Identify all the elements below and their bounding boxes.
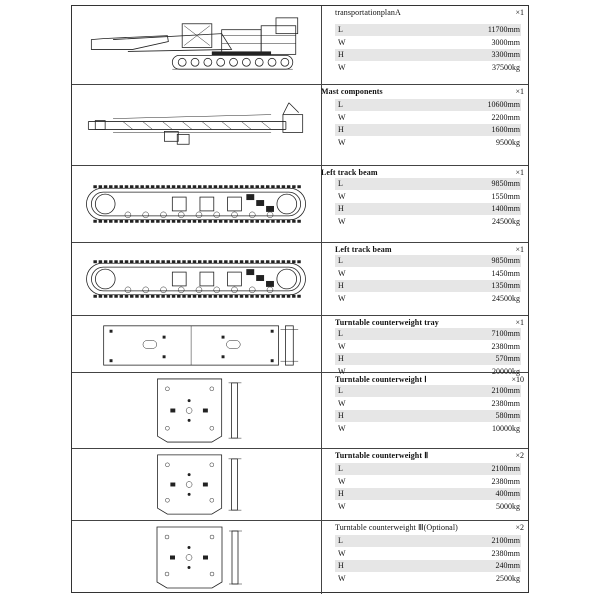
dimension-row (335, 397, 521, 410)
dimension-row (335, 280, 521, 293)
dimension-row (335, 24, 521, 36)
component-title: Left track beam (335, 245, 392, 254)
dimension-row (335, 488, 521, 501)
dimension-value: 9500kg (379, 136, 521, 149)
dimension-value: 2380mm (379, 397, 521, 410)
dimension-row (335, 36, 521, 49)
component-title: Turntable counterweight Ⅰ (335, 375, 427, 384)
component-quantity: ×2 (515, 523, 524, 532)
dimension-label: W (335, 215, 379, 228)
component-title: Mast components (321, 87, 383, 96)
dimension-table (335, 535, 521, 585)
dimension-value: 2380mm (379, 547, 521, 560)
dimension-label: H (335, 280, 379, 293)
dimension-value: 2380mm (379, 340, 521, 353)
component-quantity: ×1 (515, 8, 524, 17)
component-specs (323, 243, 528, 315)
dimension-label: L (335, 255, 379, 267)
dimension-value: 2100mm (379, 463, 521, 475)
dimension-label: L (335, 535, 379, 547)
component-row (72, 373, 528, 449)
component-sheet (71, 5, 529, 593)
dimension-value: 9850mm (379, 255, 521, 267)
dimension-row (335, 353, 521, 366)
component-drawing (72, 316, 322, 372)
dimension-value: 10000kg (379, 422, 521, 435)
dimension-label: H (335, 410, 379, 423)
dimension-row (335, 255, 521, 267)
counterweight-block-drawing (158, 379, 242, 442)
component-specs (323, 85, 528, 165)
dimension-label: W (335, 572, 379, 585)
component-specs (323, 449, 528, 520)
dimension-label: W (335, 267, 379, 280)
dimension-value: 1350mm (379, 280, 521, 293)
dimension-label: W (335, 292, 379, 305)
counterweight-tray-drawing (104, 326, 299, 365)
dimension-label: H (335, 49, 379, 62)
component-row (72, 521, 528, 594)
dimension-value: 2100mm (379, 535, 521, 547)
dimension-row (335, 385, 521, 397)
component-quantity: ×1 (515, 318, 524, 327)
dimension-label: W (335, 136, 379, 149)
dimension-label: W (335, 340, 379, 353)
dimension-row (335, 422, 521, 435)
dimension-value: 9850mm (379, 178, 521, 190)
dimension-value: 37500kg (379, 61, 521, 74)
dimension-label: L (335, 385, 379, 397)
component-row (72, 6, 528, 85)
dimension-label: W (335, 111, 379, 124)
dimension-row (335, 572, 521, 585)
dimension-value: 7100mm (379, 328, 521, 340)
dimension-label: H (335, 488, 379, 501)
dimension-value: 1600mm (379, 124, 521, 137)
dimension-value: 24500kg (379, 292, 521, 305)
dimension-row (335, 292, 521, 305)
dimension-row (335, 560, 521, 573)
dimension-label: W (335, 547, 379, 560)
dimension-row (335, 328, 521, 340)
dimension-table (335, 255, 521, 305)
dimension-row (335, 340, 521, 353)
track-beam-drawing (87, 260, 306, 297)
component-drawing (72, 243, 322, 315)
dimension-table (335, 463, 521, 513)
track-beam-view (72, 243, 322, 315)
dimension-value: 20000kg (379, 365, 521, 378)
dimension-value: 580mm (379, 410, 521, 423)
dimension-value: 2380mm (379, 475, 521, 488)
dimension-value: 1400mm (379, 203, 521, 216)
component-drawing (72, 449, 322, 520)
dimension-value: 2500kg (379, 572, 521, 585)
dimension-label: L (335, 463, 379, 475)
dimension-label: W (335, 475, 379, 488)
dimension-label: W (335, 365, 379, 378)
dimension-label: W (335, 397, 379, 410)
component-specs (323, 373, 528, 448)
dimension-label: L (335, 178, 379, 190)
component-row (72, 166, 528, 243)
dimension-row (335, 215, 521, 228)
dimension-row (335, 500, 521, 513)
dimension-value: 3000mm (379, 36, 521, 49)
component-row (72, 449, 528, 521)
component-quantity: ×1 (515, 87, 524, 96)
dimension-row (335, 124, 521, 137)
component-quantity: ×1 (515, 168, 524, 177)
dimension-table (335, 178, 521, 228)
dimension-row (335, 99, 521, 111)
dimension-value: 5000kg (379, 500, 521, 513)
component-drawing (72, 521, 322, 594)
dimension-row (335, 111, 521, 124)
dimension-row (335, 267, 521, 280)
dimension-label: W (335, 190, 379, 203)
component-drawing (72, 166, 322, 242)
dimension-table (335, 24, 521, 74)
component-quantity: ×10 (511, 375, 524, 384)
dimension-label: H (335, 560, 379, 573)
component-specs (323, 6, 528, 84)
dimension-row (335, 49, 521, 62)
dimension-value: 1450mm (379, 267, 521, 280)
dimension-row (335, 136, 521, 149)
dimension-value: 400mm (379, 488, 521, 501)
dimension-value: 11700mm (379, 24, 521, 36)
dimension-label: H (335, 353, 379, 366)
component-row (72, 243, 528, 316)
dimension-value: 2200mm (379, 111, 521, 124)
component-quantity: ×1 (515, 245, 524, 254)
component-drawing (72, 373, 322, 448)
crane-base-side-view (72, 6, 322, 84)
dimension-label: W (335, 36, 379, 49)
track-beam-view (72, 166, 322, 242)
dimension-value: 240mm (379, 560, 521, 573)
mast-drawing (88, 103, 302, 144)
mast-side-view (72, 85, 322, 165)
dimension-value: 3300mm (379, 49, 521, 62)
dimension-row (335, 463, 521, 475)
component-drawing (72, 6, 322, 84)
counterweight-block-view (72, 521, 322, 594)
dimension-row (335, 410, 521, 423)
component-row (72, 316, 528, 376)
component-title: Turntable counterweight Ⅲ(Optional) (335, 523, 458, 532)
dimension-value: 24500kg (379, 215, 521, 228)
dimension-row (335, 547, 521, 560)
dimension-value: 1550mm (379, 190, 521, 203)
counterweight-block-view (72, 373, 322, 448)
dimension-row (335, 203, 521, 216)
component-specs (323, 166, 528, 242)
crane-base-drawing (91, 18, 297, 69)
dimension-value: 2100mm (379, 385, 521, 397)
dimension-label: L (335, 24, 379, 36)
component-drawing (72, 85, 322, 165)
counterweight-block-drawing (158, 455, 242, 514)
component-specs (323, 316, 528, 376)
dimension-row (335, 61, 521, 74)
dimension-label: W (335, 61, 379, 74)
dimension-label: H (335, 124, 379, 137)
component-title: Turntable counterweight Ⅱ (335, 451, 429, 460)
dimension-row (335, 535, 521, 547)
counterweight-block-view (72, 449, 322, 520)
dimension-label: W (335, 500, 379, 513)
track-beam-drawing (86, 185, 305, 223)
dimension-label: L (335, 328, 379, 340)
dimension-label: W (335, 422, 379, 435)
component-title: Left track beam (321, 168, 378, 177)
dimension-value: 10600mm (379, 99, 521, 111)
dimension-row (335, 178, 521, 190)
component-quantity: ×2 (515, 451, 524, 460)
dimension-table (335, 328, 521, 378)
component-title: Turntable counterweight tray (335, 318, 439, 327)
dimension-table (335, 385, 521, 435)
dimension-label: L (335, 99, 379, 111)
dimension-label: H (335, 203, 379, 216)
dimension-row (335, 475, 521, 488)
component-row (72, 85, 528, 166)
component-specs (323, 521, 528, 594)
dimension-value: 570mm (379, 353, 521, 366)
dimension-table (335, 99, 521, 149)
counterweight-tray-view (72, 316, 322, 372)
component-title: transportationplanA (335, 8, 401, 17)
dimension-row (335, 190, 521, 203)
counterweight-block-drawing (157, 527, 242, 588)
